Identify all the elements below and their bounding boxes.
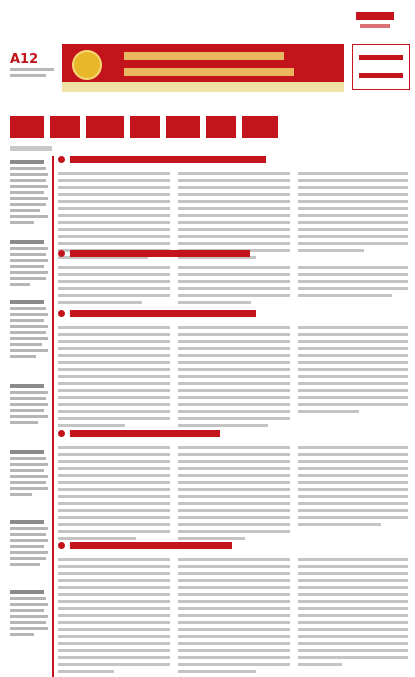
sidebar-quote: [10, 520, 48, 569]
section-heading: [58, 154, 408, 166]
masthead: [0, 0, 415, 96]
sidebar-quote: [10, 450, 48, 499]
sidebar-quote: [10, 300, 48, 361]
main-headline: [10, 116, 280, 138]
national-emblem-icon: [72, 50, 102, 80]
section-body: [58, 172, 408, 246]
section-body: [58, 558, 408, 674]
sidebar-quote: [10, 384, 48, 427]
article-section: [58, 428, 408, 542]
bullet-icon: [58, 542, 65, 549]
section-heading: [58, 308, 408, 320]
bullet-icon: [58, 250, 65, 257]
section-body: [58, 446, 408, 542]
dateline: [10, 68, 56, 84]
banner-title-line-2: [124, 68, 294, 76]
article-section: [58, 154, 408, 246]
column-tag: [352, 44, 410, 90]
section-heading: [58, 248, 408, 260]
article-section: [58, 540, 408, 674]
page-number: A12: [10, 52, 39, 67]
section-heading: [58, 540, 408, 552]
bullet-icon: [58, 156, 65, 163]
bullet-icon: [58, 310, 65, 317]
newspaper-logo: [352, 8, 410, 42]
bullet-icon: [58, 430, 65, 437]
banner-strip: [62, 82, 344, 92]
sidebar-quote: [10, 160, 48, 227]
section-heading: [58, 428, 408, 440]
byline: [10, 146, 52, 151]
headline-bar: [0, 110, 415, 142]
quotes-sidebar: [10, 160, 48, 670]
section-body: [58, 266, 408, 306]
banner-title-line-1: [124, 52, 284, 60]
article-section: [58, 248, 408, 306]
sidebar-quote: [10, 590, 48, 639]
sidebar-quote: [10, 240, 48, 289]
section-rail: [52, 156, 54, 677]
article-section: [58, 308, 408, 428]
section-body: [58, 326, 408, 428]
